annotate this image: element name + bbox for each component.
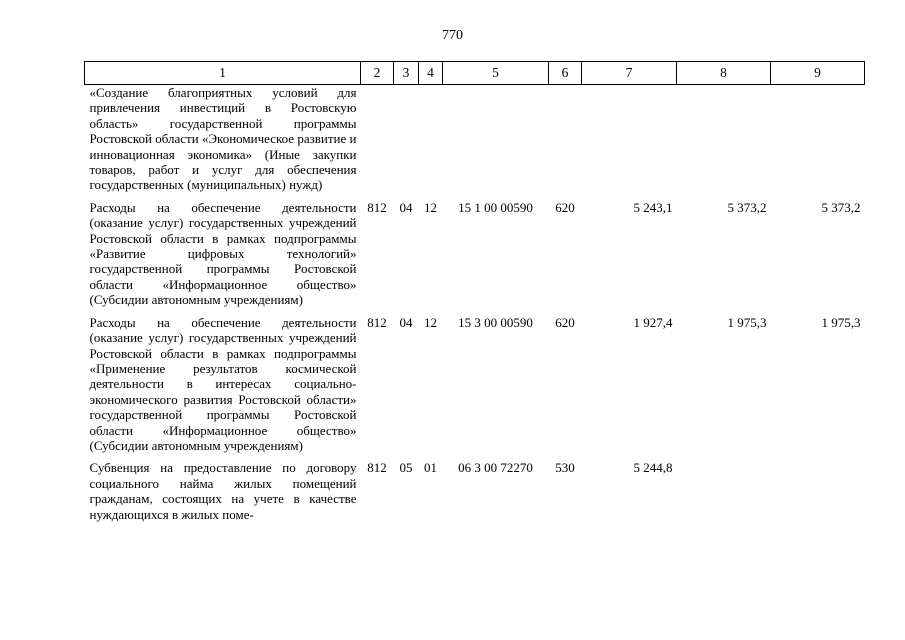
- column-header-6: 6: [549, 62, 582, 85]
- row-description: Расходы на обеспечение деятельности (оказание услуг) государственных учреждений Ростовской области в рамках подпрограммы «Применение результатов космической деятельности в интересах социально-экономического развития Ростовской области» государственной программы Ростовской области «Информационное общество» (Субсидии автономным учреждениям): [89, 314, 357, 453]
- row-description: Расходы на обеспечение деятельности (оказание услуг) государственных учреждений Ростовской области в рамках подпрограммы «Развитие цифровых технологий» государственной программы Ростовской области «Информационное общество» (Субсидии автономным учреждениям): [89, 199, 357, 308]
- row-amount-col7: [582, 85, 677, 200]
- row-subsection: [419, 85, 443, 200]
- column-header-8: 8: [677, 62, 771, 85]
- row-ministry-code: [361, 85, 394, 200]
- page-number: 770: [442, 28, 463, 43]
- column-header-3: 3: [394, 62, 419, 85]
- row-expense-type: 620: [555, 199, 575, 215]
- row-subsection: 12: [424, 199, 437, 215]
- column-header-9: 9: [771, 62, 865, 85]
- row-description: «Создание благоприятных условий для привлечения инвестиций в Ростовскую область» государственной программы Ростовской области «Экономическое развитие и инновационная экономика» (Иные закупки товаров, работ и услуг для обеспечения государственных (муниципальных) нужд): [89, 85, 357, 193]
- table-row: [85, 85, 865, 200]
- row-amount-col7: 1 927,4: [633, 314, 673, 330]
- column-number-header-row: [85, 62, 865, 85]
- table-row: [85, 315, 865, 461]
- column-header-5: 5: [443, 62, 549, 85]
- row-description: Субвенция на предоставление по договору социального найма жилых помещений гражданам, состоящих на учете в качестве нуждающихся в жилых поме-: [89, 460, 357, 522]
- row-section: 04: [399, 199, 413, 215]
- row-amount-col8: [677, 460, 771, 522]
- row-amount-col8: 1 975,3: [727, 314, 767, 330]
- row-ministry-code: 812: [367, 314, 387, 330]
- row-amount-col9: [771, 460, 865, 522]
- row-amount-col9: 5 373,2: [821, 199, 861, 215]
- row-amount-col7: 5 243,1: [633, 199, 673, 215]
- row-section: 04: [399, 314, 413, 330]
- column-header-4: 4: [419, 62, 443, 85]
- row-section: [394, 85, 419, 200]
- row-amount-col8: [677, 85, 771, 200]
- column-header-7: 7: [582, 62, 677, 85]
- row-expense-type: 530: [555, 460, 575, 476]
- row-subsection: 12: [424, 314, 437, 330]
- row-section: 05: [399, 460, 413, 476]
- row-ministry-code: 812: [367, 199, 387, 215]
- row-target-article: [443, 85, 549, 200]
- row-amount-col7: 5 244,8: [633, 460, 673, 476]
- row-amount-col8: 5 373,2: [727, 199, 767, 215]
- column-header-1: 1: [85, 62, 361, 85]
- row-expense-type: 620: [555, 314, 575, 330]
- budget-table: [84, 61, 865, 522]
- table-row: [85, 200, 865, 315]
- row-ministry-code: 812: [367, 460, 387, 476]
- row-subsection: 01: [424, 460, 437, 476]
- row-target-article: 06 3 00 72270: [458, 460, 533, 476]
- row-target-article: 15 3 00 00590: [458, 314, 533, 330]
- row-expense-type: [549, 85, 582, 200]
- column-header-2: 2: [361, 62, 394, 85]
- table-row: [85, 460, 865, 522]
- row-amount-col9: [771, 85, 865, 200]
- row-amount-col9: 1 975,3: [821, 314, 861, 330]
- row-target-article: 15 1 00 00590: [458, 199, 533, 215]
